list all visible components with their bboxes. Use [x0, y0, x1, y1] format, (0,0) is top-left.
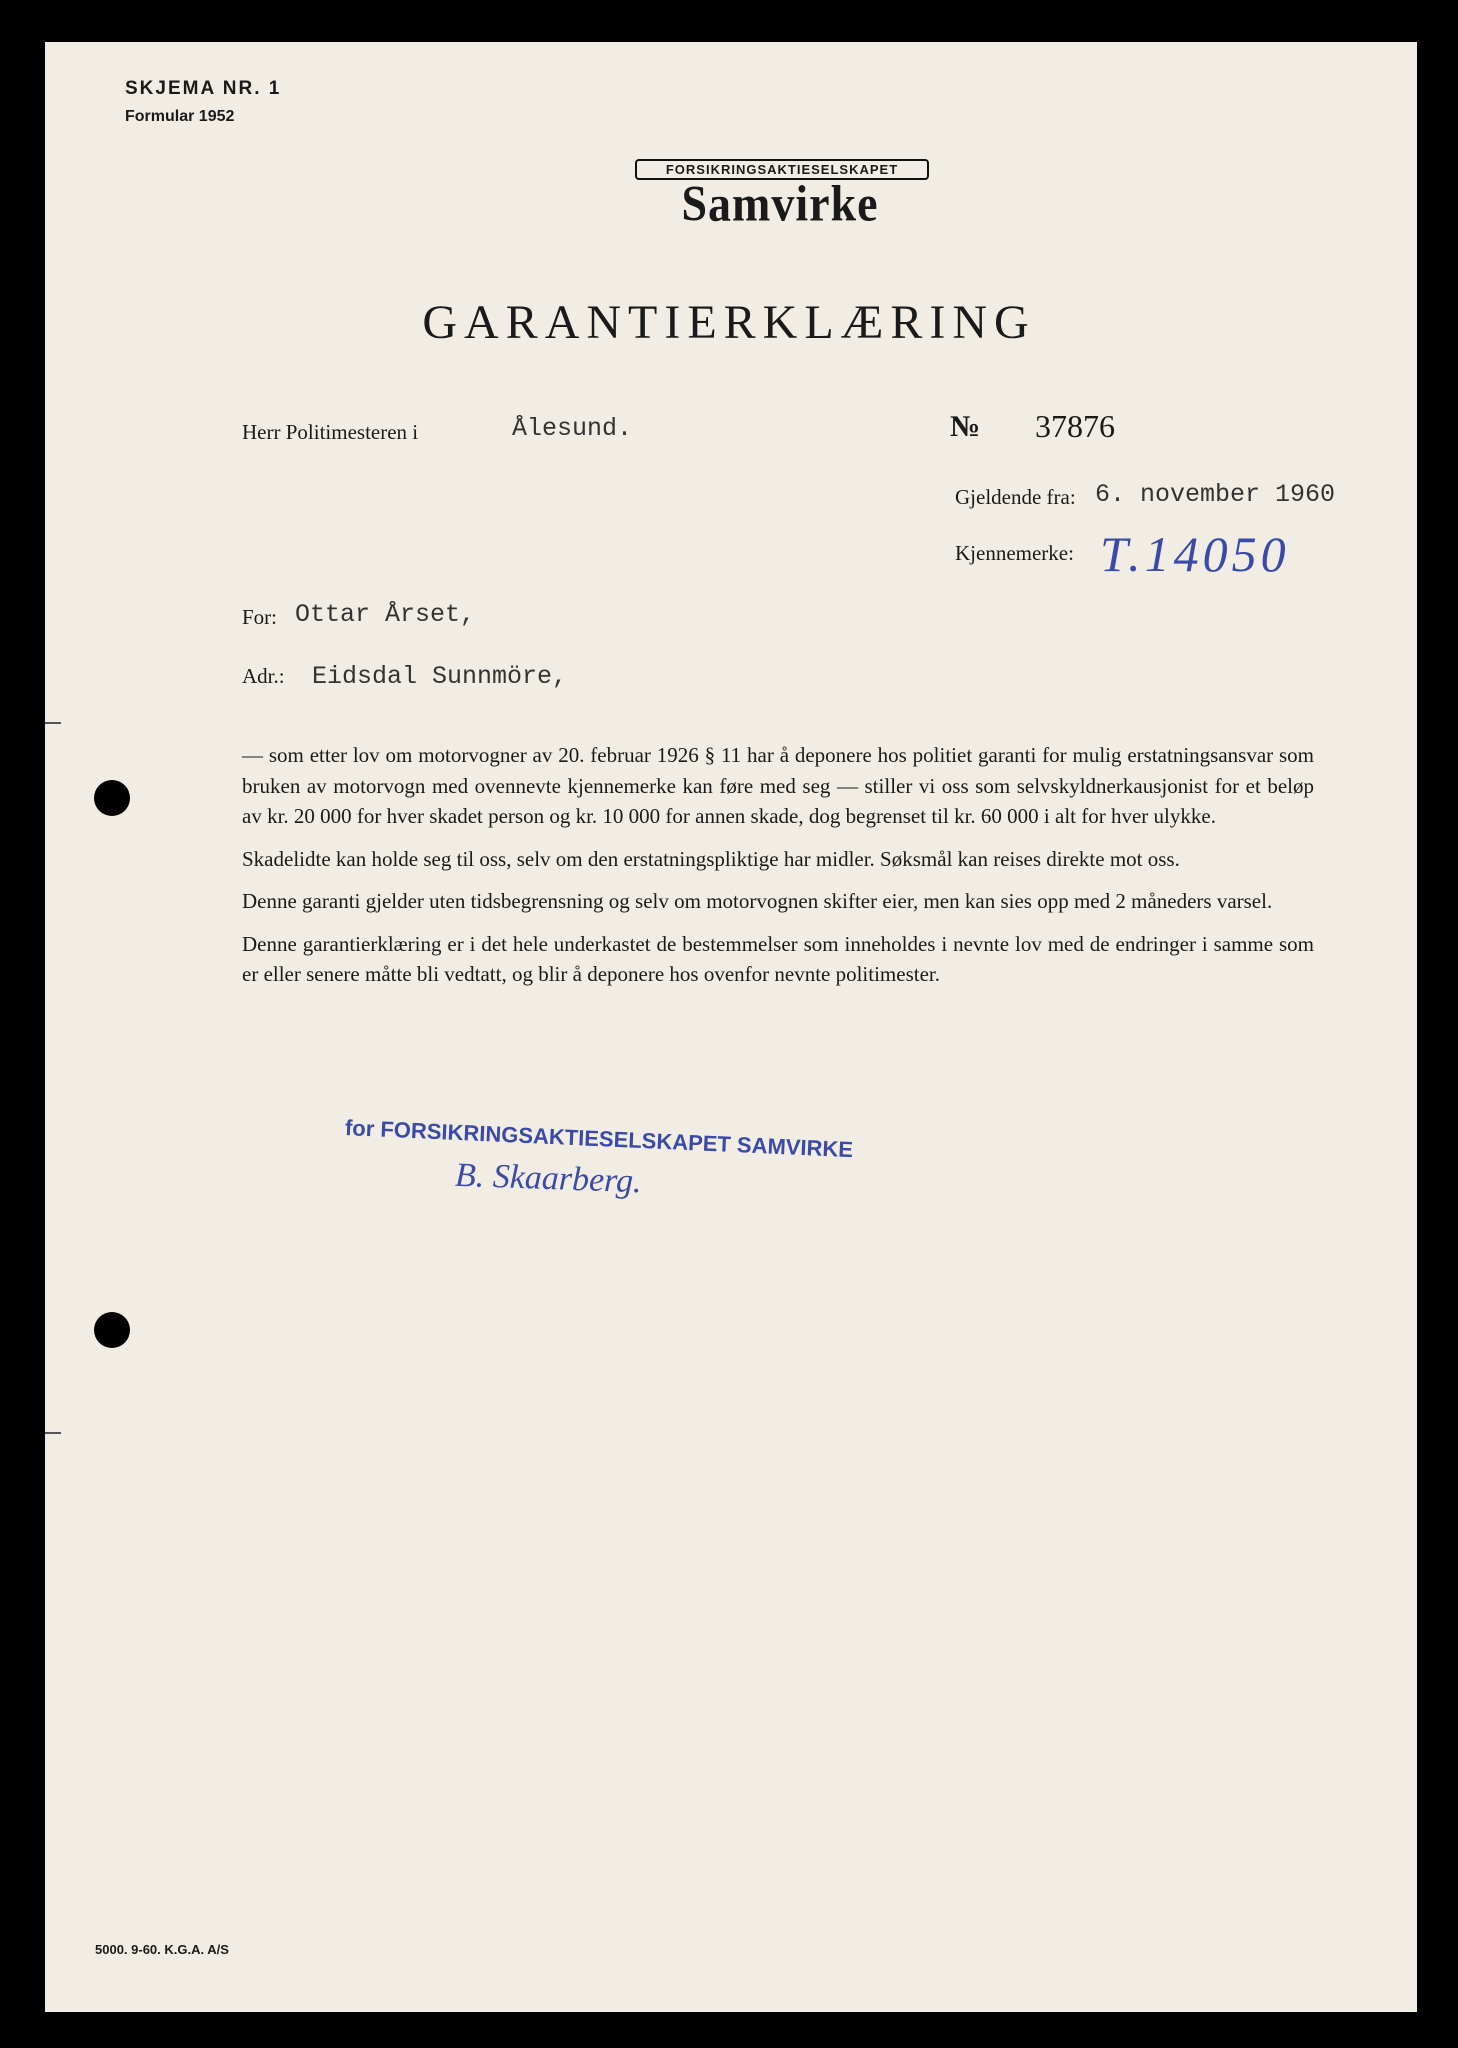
paragraph: Denne garantierklæring er i det hele underkastet de bestemmelser som inneholdes i nevnte lov med de endringer i samme som er eller senere måtte bli vedtatt, og blir å deponere hos ovenfor nevnte politimester.	[242, 931, 1314, 986]
logo-name: Samvirke	[681, 175, 879, 232]
plate-label: Kjennemerke:	[955, 541, 1074, 565]
logo-banner: FORSIKRINGSAKTIESELSKAPET	[635, 159, 929, 180]
paragraph: — som etter lov om motorvogner av 20. februar 1926 § 11 har å deponere hos politiet garanti for mulig erstatningsansvar som bruken av motorvogn med ovennevte kjennemerke kan føre med seg — stiller vi oss som selvskyldnerkausjonist for et beløp av kr. 20 000 for hver skadet person og kr. 10 000 for annen skade, dog begrenset til kr. 60 000 i alt for hver ulykke.	[242, 743, 1314, 828]
for-value: Ottar Årset,	[295, 600, 476, 629]
address-value: Eidsdal Sunnmöre,	[312, 662, 568, 691]
company-stamp: for FORSIKRINGSAKTIESELSKAPET SAMVIRKE	[344, 1115, 854, 1163]
punch-hole	[94, 1312, 130, 1348]
form-version: Formular 1952	[125, 108, 235, 125]
address-label: Adr.:	[242, 664, 285, 688]
fold-mark	[45, 1432, 61, 1434]
for-label: For:	[242, 605, 278, 629]
plate-value-handwritten: T.14050	[1100, 526, 1290, 582]
paragraph: Skadelidte kan holde seg til oss, selv om den erstatningspliktige har midler. Søksmål kan reises direkte mot oss.	[242, 846, 1180, 871]
body-text	[242, 740, 1314, 1002]
valid-from-label: Gjeldende fra:	[955, 485, 1076, 509]
company-logo	[615, 155, 945, 240]
recipient-label: Herr Politimesteren i	[242, 420, 419, 444]
recipient-value: Ålesund.	[512, 414, 633, 443]
form-id: SKJEMA NR. 1	[125, 78, 282, 99]
number-label: №	[950, 410, 981, 443]
paragraph: Denne garanti gjelder uten tidsbegrensning og selv om motorvognen skifter eier, men kan sies opp med 2 måneders varsel.	[242, 889, 1273, 913]
fold-mark	[45, 722, 61, 724]
valid-from-value: 6. november 1960	[1095, 480, 1336, 509]
document-title: GARANTIERKLÆRING	[422, 296, 1036, 349]
document-number: 37876	[1035, 408, 1115, 444]
signature: B. Skaarberg.	[454, 1156, 643, 1201]
punch-hole	[94, 780, 130, 816]
print-footer: 5000. 9-60. K.G.A. A/S	[95, 1942, 229, 1957]
